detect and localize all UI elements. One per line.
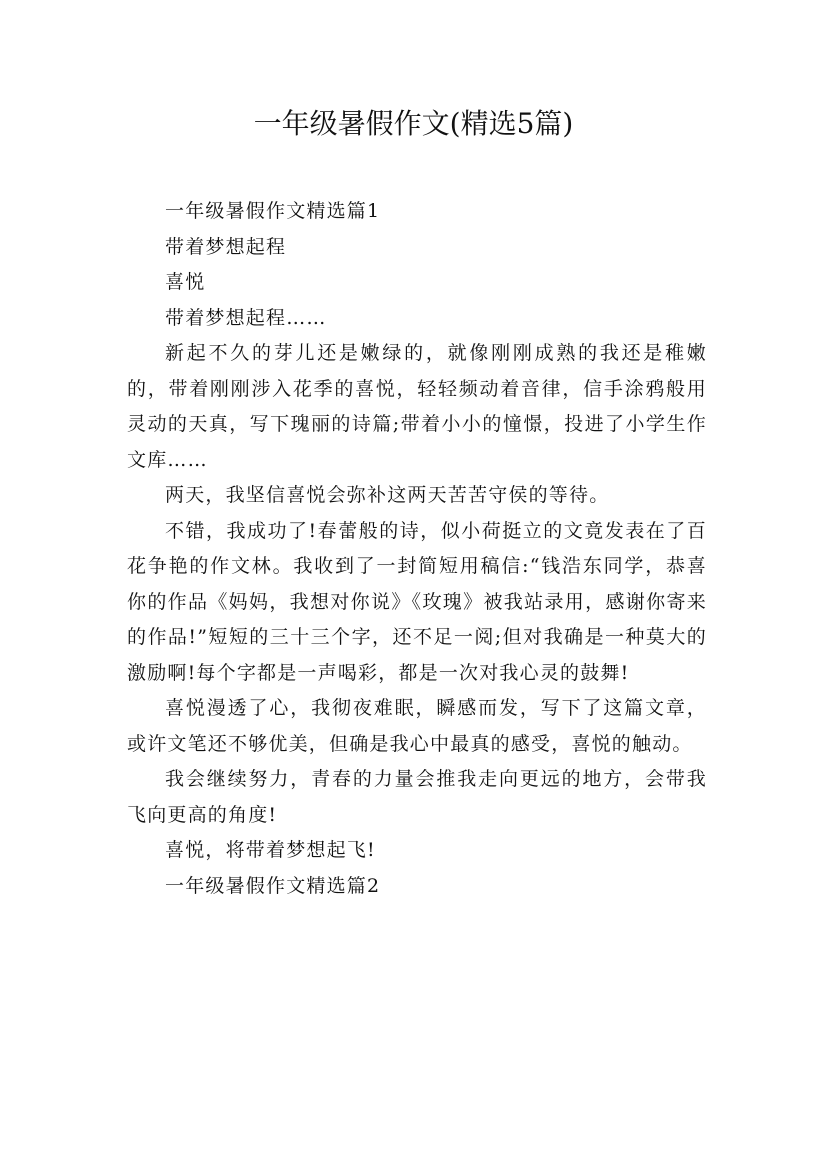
paragraph: 两天，我坚信喜悦会弥补这两天苦苦守侯的等待。 — [165, 484, 610, 506]
paragraph: 喜悦漫透了心，我彻夜难眠，瞬感而发，写下了这篇文章，或许文笔还不够优美，但确是我心中最真的感受，喜悦的触动。 — [127, 697, 707, 755]
section-heading-2: 一年级暑假作文精选篇2 — [165, 874, 381, 897]
paragraph: 我会继续努力，青春的力量会推我走向更远的地方，会带我飞向更高的角度! — [127, 768, 707, 826]
section-heading-1: 一年级暑假作文精选篇1 — [165, 200, 381, 222]
paragraph: 新起不久的芽儿还是嫩绿的，就像刚刚成熟的我还是稚嫩的，带着刚刚涉入花季的喜悦，轻轻频动着音律，信手涂鸦般用灵动的天真，写下瑰丽的诗篇;带着小小的憧憬，投进了小学生作文库…… — [127, 342, 707, 471]
essay-author: 喜悦 — [165, 271, 206, 293]
document-body — [127, 194, 707, 904]
document-title: 一年级暑假作文(精选5篇) — [253, 107, 574, 140]
essay-title: 带着梦想起程 — [165, 235, 287, 258]
paragraph: 喜悦，将带着梦想起飞! — [165, 839, 376, 861]
paragraph: 不错，我成功了!春蕾般的诗，似小荷挺立的文竟发表在了百花争艳的作文林。我收到了一封简短用稿信:“钱浩东同学，恭喜你的作品《妈妈，我想对你说》《玫瑰》被我站录用，感谢你寄来的作品!”短短的三十三个字，还不足一阅;但对我确是一种莫大的激励啊!每个字都是一声喝彩，都是一次对我心灵的鼓舞! — [127, 519, 707, 684]
paragraph: 带着梦想起程…… — [165, 306, 327, 329]
